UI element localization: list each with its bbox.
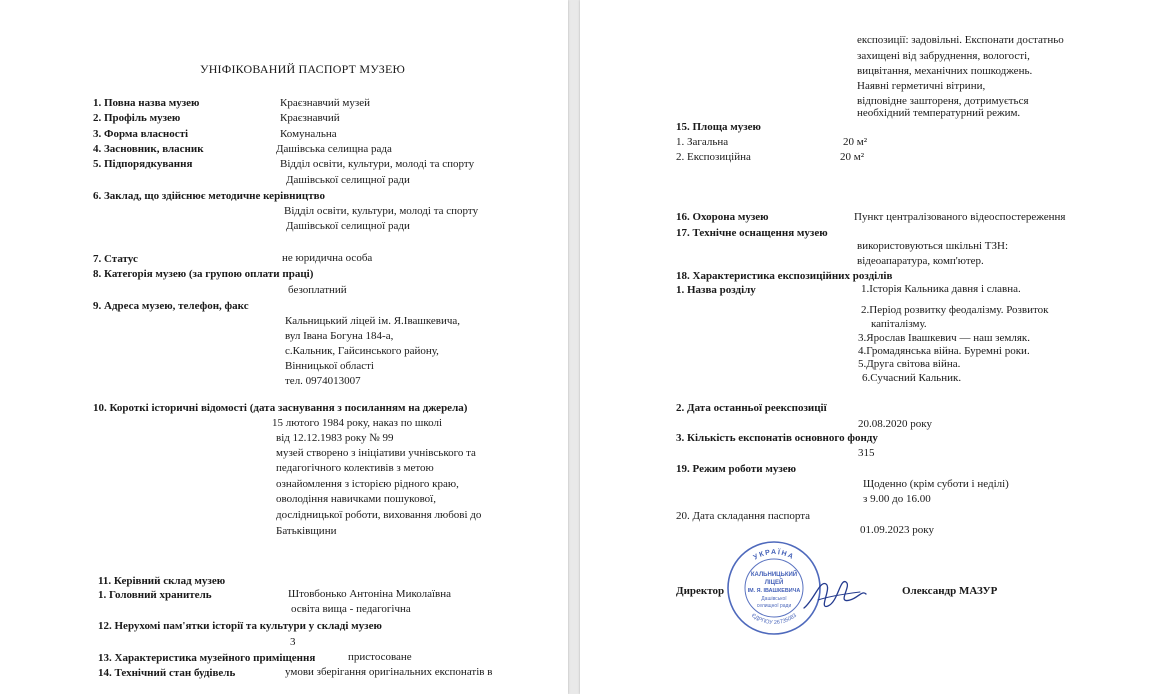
- field-label: 6. Заклад, що здійснює методичне керівництво: [93, 190, 325, 202]
- history-line: дослідницької роботи, виховання любові до: [276, 509, 482, 521]
- field-label: 3. Кількість експонатів основного фонду: [676, 432, 878, 444]
- field-value: Краєзнавчий: [280, 112, 340, 124]
- field-label: 12. Нерухомі пам'ятки історії та культури у складі музею: [98, 620, 382, 632]
- continuation-line: захищені від забруднення, вологості,: [857, 50, 1030, 62]
- stamp-top-text: УКРАЇНА: [752, 548, 796, 562]
- section-item: 4.Громадянська війна. Буремні роки.: [858, 345, 1030, 357]
- field-label: 4. Засновник, власник: [93, 143, 204, 155]
- field-value: пристосоване: [348, 651, 412, 663]
- continuation-line: Наявні герметичні вітрини,: [857, 80, 986, 92]
- field-value: Щоденно (крім суботи і неділі): [863, 478, 1009, 490]
- field-value: Пункт централізованого відеоспостереження: [854, 211, 1066, 223]
- field-value: 315: [858, 447, 875, 459]
- stamp-line: селищної ради: [756, 603, 792, 609]
- field-label: 18. Характеристика експозиційних розділів: [676, 270, 893, 282]
- field-label: 1. Загальна: [676, 136, 729, 148]
- continuation-line: експозиції: задовільні. Експонати достатньо: [857, 34, 1064, 46]
- field-label: 1. Повна назва музею: [93, 97, 200, 109]
- address-line: тел. 0974013007: [285, 375, 361, 387]
- field-label: 5. Підпорядкування: [93, 158, 193, 170]
- field-label: 17. Технічне оснащення музею: [676, 227, 828, 239]
- history-line: ознайомлення з історією рідного краю,: [276, 478, 459, 490]
- field-value: безоплатний: [288, 284, 347, 296]
- field-label: 2. Профіль музею: [93, 112, 181, 124]
- history-line: оволодіння навичками пошукової,: [276, 493, 436, 505]
- stamp-code: ЄДРПОУ 26735083: [750, 612, 798, 627]
- field-label: 10. Короткі історичні відомості (дата заснування з посиланням на джерела): [93, 402, 468, 414]
- page-title: УНІФІКОВАНИЙ ПАСПОРТ МУЗЕЮ: [200, 62, 406, 76]
- field-value: Комунальна: [280, 128, 337, 140]
- address-line: с.Кальник, Гайсинського району,: [285, 345, 439, 357]
- field-label: 1. Назва розділу: [676, 284, 756, 296]
- history-line: Батьківщини: [276, 525, 337, 537]
- stamp-line: Дашівської: [761, 596, 787, 602]
- stamp-line: ІМ. Я. ІВАШКЕВИЧА: [747, 588, 801, 594]
- signature-stroke: [804, 582, 866, 608]
- field-value: 20 м²: [840, 151, 865, 163]
- field-label: 15. Площа музею: [676, 121, 761, 133]
- field-label: 9. Адреса музею, телефон, факс: [93, 300, 249, 312]
- section-item: капіталізму.: [871, 318, 927, 330]
- field-value: 3: [290, 636, 296, 648]
- field-value: не юридична особа: [282, 252, 373, 264]
- section-item: 2.Період розвитку феодалізму. Розвиток: [861, 304, 1049, 316]
- field-label: 7. Статус: [93, 253, 138, 265]
- director-name: Олександр МАЗУР: [902, 585, 998, 597]
- section-item: 3.Ярослав Івашкевич — наш земляк.: [858, 332, 1031, 344]
- field-value: Відділ освіти, культури, молоді та спорту: [284, 205, 479, 217]
- field-label: 1. Головний хранитель: [98, 589, 212, 601]
- field-label: 3. Форма власності: [93, 128, 189, 140]
- field-value: Штовбонько Антоніна Миколаївна: [288, 588, 451, 600]
- field-value: 20.08.2020 року: [858, 418, 932, 430]
- field-value: 01.09.2023 року: [860, 524, 934, 536]
- section-item: 5.Друга світова війна.: [858, 358, 961, 370]
- field-value: Краєзнавчий музей: [280, 97, 370, 109]
- field-label: 13. Характеристика музейного приміщення: [98, 652, 316, 664]
- field-label: 16. Охорона музею: [676, 211, 769, 223]
- field-value: Дашівської селищної ради: [286, 174, 410, 186]
- field-label: 19. Режим роботи музею: [676, 463, 797, 475]
- field-value: Дашівська селищна рада: [276, 143, 392, 155]
- field-value: з 9.00 до 16.00: [863, 493, 931, 505]
- history-line: педагогічного колективів з метою: [276, 462, 434, 474]
- address-line: вул Івана Богуна 184-а,: [285, 330, 394, 342]
- continuation-line: вицвітання, механічних пошкоджень.: [857, 65, 1033, 77]
- field-label: 2. Дата останньої реекспозиції: [676, 402, 827, 414]
- history-line: 15 лютого 1984 року, наказ по школі: [272, 417, 443, 429]
- field-label: 8. Категорія музею (за групою оплати праці): [93, 268, 314, 280]
- history-line: музей створено з ініціативи учнівського та: [276, 447, 476, 459]
- field-value: освіта вища - педагогічна: [291, 603, 411, 615]
- history-line: від 12.12.1983 року № 99: [276, 432, 394, 444]
- stamp-line: ЛІЦЕЙ: [764, 580, 784, 586]
- address-line: Кальницький ліцей ім. Я.Івашкевича,: [285, 315, 461, 327]
- director-label: Директор: [676, 585, 725, 597]
- section-item: 1.Історія Кальника давня і славна.: [861, 283, 1021, 295]
- field-label: 14. Технічний стан будівель: [98, 667, 236, 679]
- field-value: 20 м²: [843, 136, 868, 148]
- continuation-line: необхідний температурний режим.: [857, 107, 1021, 119]
- field-value: умови зберігання оригінальних експонатів в: [285, 666, 493, 678]
- continuation-line: відповідне заштореня, дотримується: [857, 95, 1029, 107]
- field-label: 2. Експозиційна: [676, 151, 751, 163]
- stamp-line: КАЛЬНИЦЬКИЙ: [750, 572, 798, 578]
- field-value: використовуються шкільні ТЗН:: [857, 240, 1009, 252]
- director-signature: [800, 570, 870, 620]
- document-page-left: [0, 0, 568, 694]
- field-label: 20. Дата складання паспорта: [676, 510, 811, 522]
- field-value: Відділ освіти, культури, молоді та спорту: [280, 158, 475, 170]
- section-item: 6.Сучасний Кальник.: [862, 372, 962, 384]
- field-value: відеоапаратура, комп'ютер.: [857, 255, 984, 267]
- field-value: Дашівської селищної ради: [286, 220, 410, 232]
- field-label: 11. Керівний склад музею: [98, 575, 226, 587]
- address-line: Вінницької області: [285, 360, 374, 372]
